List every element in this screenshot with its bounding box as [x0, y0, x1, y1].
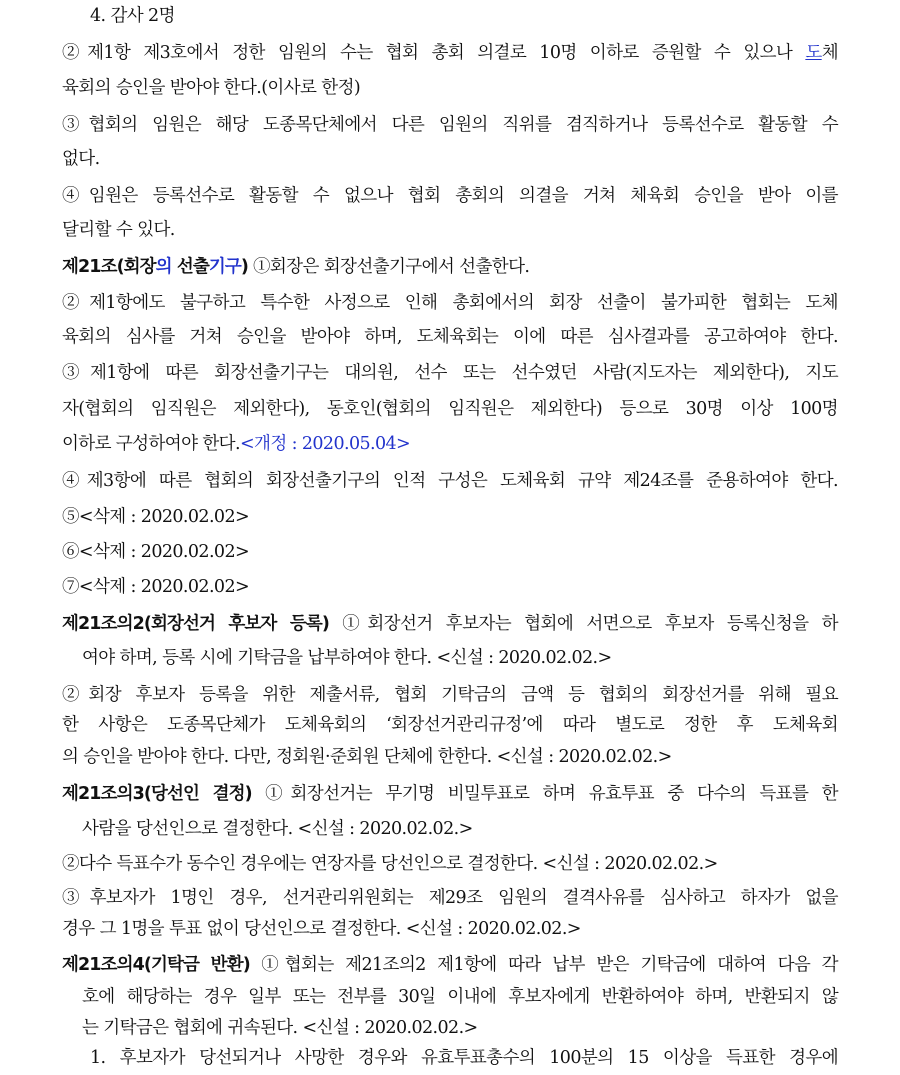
paragraph-line: ④임원은 등록선수로 활동할 수 없으나 협회 총회의 의결을 거쳐 체육회 승인을 받아 이를 [62, 186, 838, 206]
paragraph-line: 자(협회의 임직원은 제외한다), 동호인(협회의 임직원은 제외한다) 등으로 30명 이상 100명 [62, 399, 838, 419]
paragraph-line: 의 승인을 받아야 한다. 다만, 정회원·준회원 단체에 한한다. <신설 : 2020.02.02.> [62, 747, 672, 767]
paragraph-line: 경우 그 1명을 투표 없이 당선인으로 결정한다. <신설 : 2020.02.02.> [62, 919, 581, 939]
deleted-item: ⑥<삭제 : 2020.02.02> [62, 542, 250, 562]
deleted-item: ⑦<삭제 : 2020.02.02> [62, 577, 250, 597]
article-21-4-heading-line: 제21조의4(기탁금 반환) ①협회는 제21조의2 제1항에 따라 납부 받은 기탁금에 대하여 다음 각 [62, 955, 838, 975]
paragraph-line: 육회의 심사를 거쳐 승인을 받아야 하며, 도체육회는 이에 따른 심사결과를 공고하여야 한다. [62, 327, 838, 347]
paragraph-line: ②제1항에도 불구하고 특수한 사정으로 인해 총회에서의 회장 선출이 불가피한 협회는 도체 [62, 293, 838, 313]
item-auditor: 4. 감사 2명 [90, 6, 175, 26]
article-heading: 제21조의4(기탁금 반환) [62, 955, 250, 975]
paragraph-line: 한 사항은 도종목단체가 도체육회의 ‘회장선거관리규정’에 따라 별도로 정한 후 도체육회 [62, 715, 838, 735]
amendment-note: <개정 : 2020.05.04> [239, 434, 411, 454]
paragraph-line: 사람을 당선인으로 결정한다. <신설 : 2020.02.02.> [82, 819, 473, 839]
paragraph-line: 여야 하며, 등록 시에 기탁금을 납부하여야 한다. <신설 : 2020.02.02.> [82, 648, 612, 668]
paragraph-line: ③협회의 임원은 해당 도종목단체에서 다른 임원의 직위를 겸직하거나 등록선수로 활동할 수 [62, 115, 838, 135]
paragraph-line: ③후보자가 1명인 경우, 선거관리위원회는 제29조 임원의 결격사유를 심사하고 하자가 없을 [62, 888, 838, 908]
paragraph-line: 육회의 승인을 받아야 한다.(이사로 한정) [62, 78, 361, 98]
paragraph-line: 는 기탁금은 협회에 귀속된다. <신설 : 2020.02.02.> [82, 1018, 478, 1038]
paragraph-line: ②회장 후보자 등록을 위한 제출서류, 협회 기탁금의 금액 등 협회의 회장선거를 위해 필요 [62, 685, 838, 705]
article-21-2-heading-line: 제21조의2(회장선거 후보자 등록) ①회장선거 후보자는 협회에 서면으로 후보자 등록신청을 하 [62, 614, 838, 634]
article-heading: 제21조(회장의 선출기구) [62, 257, 249, 277]
paragraph-line: ③제1항에 따른 회장선출기구는 대의원, 선수 또는 선수였던 사람(지도자는 제외한다), 지도 [62, 363, 838, 383]
article-heading: 제21조의2(회장선거 후보자 등록) [62, 614, 329, 634]
paragraph-line: 호에 해당하는 경우 일부 또는 전부를 30일 이내에 후보자에게 반환하여야 하며, 반환되지 않 [82, 987, 838, 1007]
article-21-heading-line: 제21조(회장의 선출기구) ①회장은 회장선출기구에서 선출한다. [62, 257, 530, 277]
article-heading: 제21조의3(당선인 결정) [62, 784, 252, 804]
paragraph-line: ②다수 득표수가 동수인 경우에는 연장자를 당선인으로 결정한다. <신설 : 2020.02.02.> [62, 854, 718, 874]
article-21-3-heading-line: 제21조의3(당선인 결정) ①회장선거는 무기명 비밀투표로 하며 유효투표 중 다수의 득표를 한 [62, 784, 838, 804]
paragraph-line: 없다. [62, 149, 100, 169]
paragraph-line: ②제1항 제3호에서 정한 임원의 수는 협회 총회 의결로 10명 이하로 증원할 수 있으나 도체 [62, 43, 838, 63]
paragraph-line: 이하로 구성하여야 한다.<개정 : 2020.05.04> [62, 434, 411, 454]
list-item: 1. 후보자가 당선되거나 사망한 경우와 유효투표총수의 100분의 15 이상을 득표한 경우에 [90, 1048, 838, 1068]
link-do[interactable]: 도 [805, 43, 822, 63]
deleted-item: ⑤<삭제 : 2020.02.02> [62, 507, 250, 527]
paragraph-line: 달리할 수 있다. [62, 220, 175, 240]
paragraph-line: ④제3항에 따른 협회의 회장선출기구의 인적 구성은 도체육회 규약 제24조를 준용하여야 한다. [62, 471, 838, 491]
